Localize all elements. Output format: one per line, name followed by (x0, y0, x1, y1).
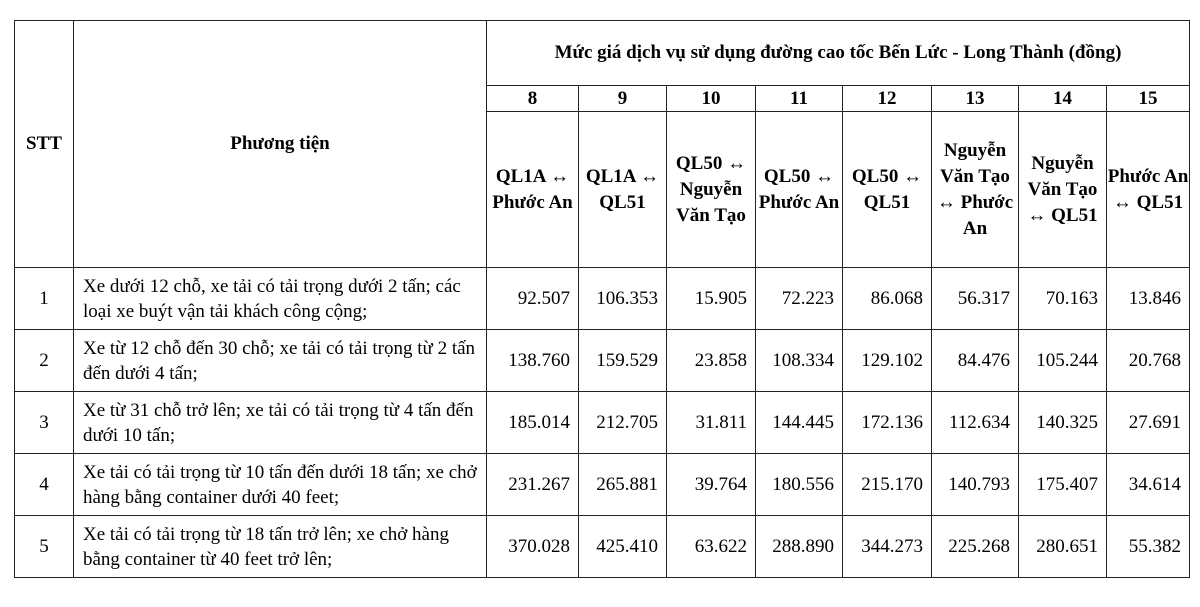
route-header: QL1A ↔ Phước An (487, 112, 579, 268)
price-cell: 140.325 (1019, 392, 1107, 454)
route-header: QL50 ↔ QL51 (843, 112, 932, 268)
price-cell: 112.634 (932, 392, 1019, 454)
route-header: Nguyễn Văn Tạo ↔ QL51 (1019, 112, 1107, 268)
price-cell: 72.223 (756, 268, 843, 330)
table-row (15, 516, 1190, 578)
route-header: Nguyễn Văn Tạo ↔ Phước An (932, 112, 1019, 268)
price-cell: 425.410 (579, 516, 667, 578)
column-number: 15 (1107, 86, 1190, 112)
price-cell: 34.614 (1107, 454, 1190, 516)
vehicle-type: Xe từ 12 chỗ đến 30 chỗ; xe tải có tải trọng từ 2 tấn đến dưới 4 tấn; (74, 330, 487, 392)
vehicle-type: Xe tải có tải trọng từ 18 tấn trở lên; xe chở hàng bằng container từ 40 feet trở lên; (74, 516, 487, 578)
price-cell: 27.691 (1107, 392, 1190, 454)
price-cell: 56.317 (932, 268, 1019, 330)
route-header: QL1A ↔ QL51 (579, 112, 667, 268)
column-number: 13 (932, 86, 1019, 112)
price-cell: 265.881 (579, 454, 667, 516)
price-title: Mức giá dịch vụ sử dụng đường cao tốc Bến Lức - Long Thành (đồng) (487, 21, 1190, 86)
vehicle-type: Xe tải có tải trọng từ 10 tấn đến dưới 18 tấn; xe chở hàng bằng container dưới 40 feet; (74, 454, 487, 516)
price-cell: 159.529 (579, 330, 667, 392)
route-header: QL50 ↔ Nguyễn Văn Tạo (667, 112, 756, 268)
price-cell: 175.407 (1019, 454, 1107, 516)
vehicle-type: Xe từ 31 chỗ trở lên; xe tải có tải trọng từ 4 tấn đến dưới 10 tấn; (74, 392, 487, 454)
column-number: 11 (756, 86, 843, 112)
table-row (15, 392, 1190, 454)
price-cell: 63.622 (667, 516, 756, 578)
row-number: 1 (15, 268, 74, 330)
price-cell: 39.764 (667, 454, 756, 516)
row-number: 4 (15, 454, 74, 516)
price-cell: 231.267 (487, 454, 579, 516)
price-cell: 344.273 (843, 516, 932, 578)
price-cell: 212.705 (579, 392, 667, 454)
price-cell: 140.793 (932, 454, 1019, 516)
table-body (15, 268, 1190, 578)
price-cell: 225.268 (932, 516, 1019, 578)
price-cell: 215.170 (843, 454, 932, 516)
row-number: 3 (15, 392, 74, 454)
price-cell: 20.768 (1107, 330, 1190, 392)
price-cell: 129.102 (843, 330, 932, 392)
price-cell: 84.476 (932, 330, 1019, 392)
price-cell: 280.651 (1019, 516, 1107, 578)
price-cell: 108.334 (756, 330, 843, 392)
price-cell: 185.014 (487, 392, 579, 454)
price-cell: 288.890 (756, 516, 843, 578)
table-row (15, 454, 1190, 516)
price-cell: 106.353 (579, 268, 667, 330)
price-cell: 105.244 (1019, 330, 1107, 392)
row-number: 5 (15, 516, 74, 578)
price-cell: 370.028 (487, 516, 579, 578)
price-cell: 70.163 (1019, 268, 1107, 330)
price-cell: 92.507 (487, 268, 579, 330)
column-number: 8 (487, 86, 579, 112)
price-cell: 86.068 (843, 268, 932, 330)
column-number: 10 (667, 86, 756, 112)
column-number: 14 (1019, 86, 1107, 112)
route-header: QL50 ↔ Phước An (756, 112, 843, 268)
column-number: 12 (843, 86, 932, 112)
column-number: 9 (579, 86, 667, 112)
vehicle-type: Xe dưới 12 chỗ, xe tải có tải trọng dưới 2 tấn; các loại xe buýt vận tải khách công cộng; (74, 268, 487, 330)
table-row (15, 330, 1190, 392)
price-cell: 138.760 (487, 330, 579, 392)
table-row (15, 268, 1190, 330)
vehicle-header: Phương tiện (74, 21, 487, 268)
price-cell: 55.382 (1107, 516, 1190, 578)
price-cell: 180.556 (756, 454, 843, 516)
price-cell: 15.905 (667, 268, 756, 330)
row-number: 2 (15, 330, 74, 392)
stt-header: STT (15, 21, 74, 268)
price-cell: 172.136 (843, 392, 932, 454)
price-cell: 23.858 (667, 330, 756, 392)
price-cell: 144.445 (756, 392, 843, 454)
route-header: Phước An ↔ QL51 (1107, 112, 1190, 268)
price-cell: 31.811 (667, 392, 756, 454)
toll-price-table (14, 20, 1190, 578)
price-cell: 13.846 (1107, 268, 1190, 330)
